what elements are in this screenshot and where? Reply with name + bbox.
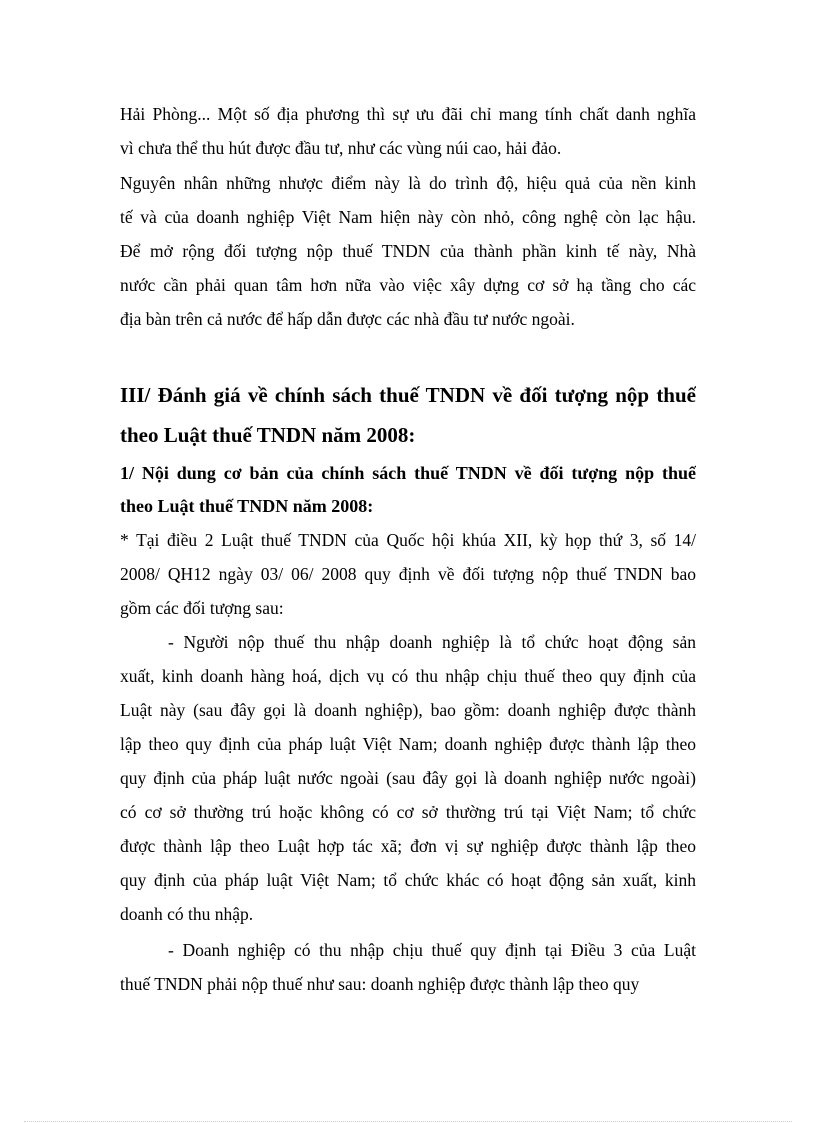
body-text-line: xuất, kinh doanh hàng hoá, dịch vụ có thu nhập chịu thuế theo quy định của: [120, 666, 696, 686]
subsection-heading: 1/ Nội dung cơ bản của chính sách thuế TNDN về đối tượng nộp thuế: [120, 463, 696, 483]
body-text-line: có cơ sở thường trú hoặc không có cơ sở thường trú tại Việt Nam; tổ chức: [120, 802, 696, 822]
body-text-line: nước cần phải quan tâm hơn nữa vào việc xây dựng cơ sở hạ tầng cho các: [120, 275, 696, 295]
subsection-heading: theo Luật thuế TNDN năm 2008:: [120, 496, 374, 516]
body-text-line: quy định của pháp luật Việt Nam; tổ chức khác có hoạt động sản xuất, kinh: [120, 870, 696, 890]
body-text-line: được thành lập theo Luật hợp tác xã; đơn vị sự nghiệp được thành lập theo: [120, 836, 696, 856]
body-text-line: vì chưa thể thu hút được đầu tư, như các vùng núi cao, hải đảo.: [120, 138, 562, 158]
body-text-line: * Tại điều 2 Luật thuế TNDN của Quốc hội khúa XII, kỳ họp thứ 3, số 14/: [120, 530, 696, 550]
body-text-line: địa bàn trên cả nước để hấp dẫn được các nhà đầu tư nước ngoài.: [120, 309, 575, 329]
section-heading: III/ Đánh giá về chính sách thuế TNDN về đối tượng nộp thuế: [120, 383, 696, 407]
body-text-line: quy định của pháp luật nước ngoài (sau đây gọi là doanh nghiệp nước ngoài): [120, 768, 696, 788]
body-text-line: Luật này (sau đây gọi là doanh nghiệp), bao gồm: doanh nghiệp được thành: [120, 700, 696, 720]
body-text-line: - Doanh nghiệp có thu nhập chịu thuế quy định tại Điều 3 của Luật: [168, 940, 696, 960]
body-text-line: tế và của doanh nghiệp Việt Nam hiện này còn nhỏ, công nghệ còn lạc hậu.: [120, 207, 696, 227]
page-bottom-divider: [24, 1121, 792, 1122]
body-text-line: thuế TNDN phải nộp thuế như sau: doanh nghiệp được thành lập theo quy: [120, 974, 640, 994]
body-text-line: doanh có thu nhập.: [120, 904, 254, 924]
body-text-line: gồm các đối tượng sau:: [120, 598, 284, 618]
body-text-line: 2008/ QH12 ngày 03/ 06/ 2008 quy định về đối tượng nộp thuế TNDN bao: [120, 564, 696, 584]
body-text-line: lập theo quy định của pháp luật Việt Nam; doanh nghiệp được thành lập theo: [120, 734, 696, 754]
body-text-line: Hải Phòng... Một số địa phương thì sự ưu đãi chỉ mang tính chất danh nghĩa: [120, 104, 696, 124]
section-heading: theo Luật thuế TNDN năm 2008:: [120, 423, 416, 447]
body-text-line: Nguyên nhân những nhược điểm này là do trình độ, hiệu quả của nền kinh: [120, 173, 696, 193]
body-text-line: Để mở rộng đối tượng nộp thuế TNDN của thành phần kinh tế này, Nhà: [120, 241, 696, 261]
body-text-line: - Người nộp thuế thu nhập doanh nghiệp là tổ chức hoạt động sản: [168, 632, 696, 652]
